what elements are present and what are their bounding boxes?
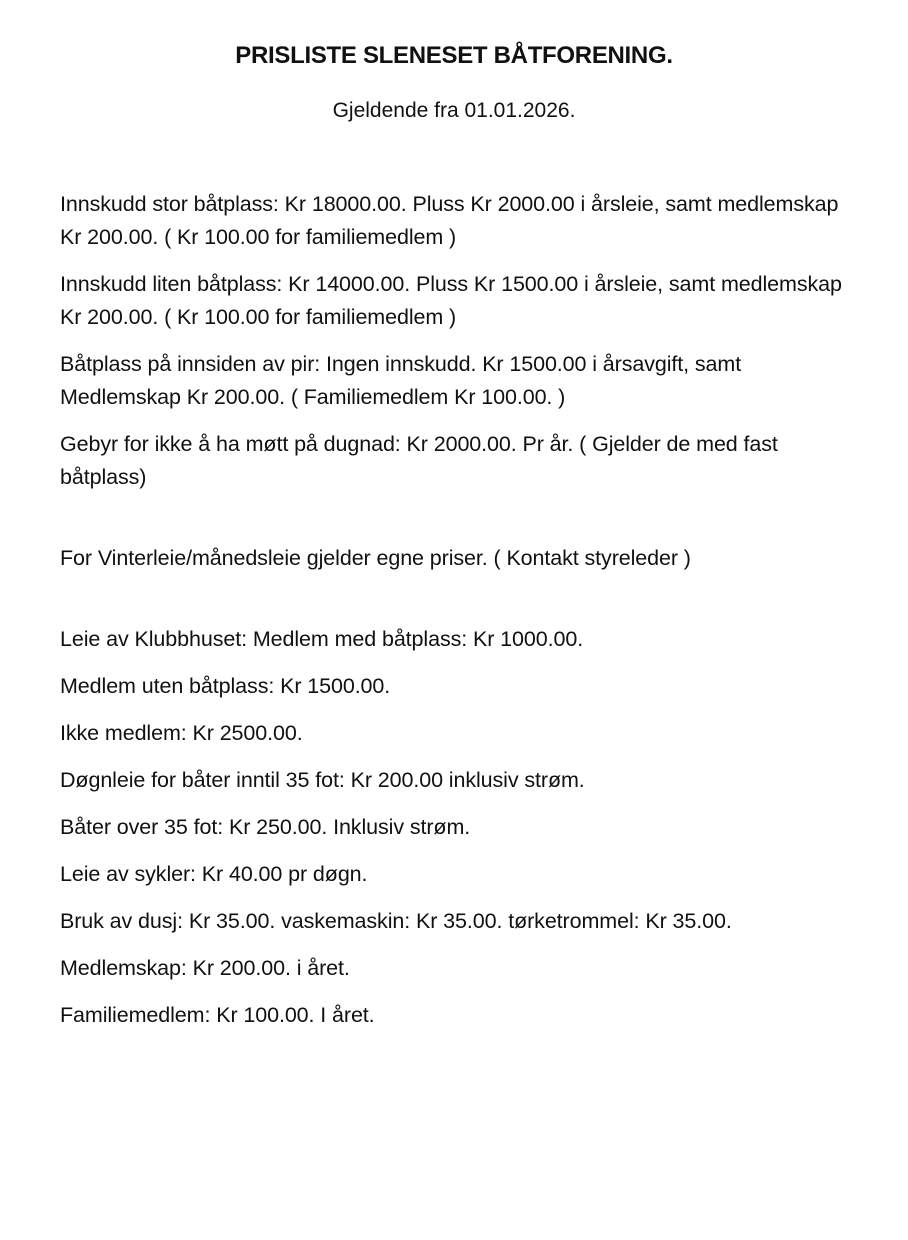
para-gebyr-dugnad: Gebyr for ikke å ha møtt på dugnad: Kr 2000.00. Pr år. ( Gjelder de med fast båtplass)	[60, 432, 784, 489]
effective-date: Gjeldende fra 01.01.2026.	[332, 99, 576, 122]
para-leie-sykler: Leie av sykler: Kr 40.00 pr døgn.	[60, 862, 368, 886]
para-vinterleie: For Vinterleie/månedsleie gjelder egne priser. ( Kontakt styreleder )	[60, 546, 691, 570]
para-familiemedlem: Familiemedlem: Kr 100.00. I året.	[60, 1003, 375, 1027]
para-dusj-vaskemaskin-torketrommel: Bruk av dusj: Kr 35.00. vaskemaskin: Kr 35.00. tørketrommel: Kr 35.00.	[60, 909, 732, 933]
para-medlemskap: Medlemskap: Kr 200.00. i året.	[60, 956, 350, 980]
para-innskudd-stor-batplass: Innskudd stor båtplass: Kr 18000.00. Pluss Kr 2000.00 i årsleie, samt medlemskap Kr 200.00. ( Kr 100.00 for familiemedlem )	[60, 192, 845, 249]
para-bater-over-35-fot: Båter over 35 fot: Kr 250.00. Inklusiv strøm.	[60, 815, 471, 839]
para-innskudd-liten-batplass: Innskudd liten båtplass: Kr 14000.00. Pluss Kr 1500.00 i årsleie, samt medlemskap Kr 200.00. ( Kr 100.00 for familiemedlem )	[60, 272, 854, 329]
para-leie-klubbhuset-medlem: Leie av Klubbhuset: Medlem med båtplass: Kr 1000.00.	[60, 627, 584, 651]
document-title: PRISLISTE SLENESET BÅTFORENING.	[235, 42, 673, 69]
para-dognleie-inntil-35-fot: Døgnleie for båter inntil 35 fot: Kr 200.00 inklusiv strøm.	[60, 768, 585, 792]
para-medlem-uten-batplass: Medlem uten båtplass: Kr 1500.00.	[60, 674, 391, 698]
para-ikke-medlem: Ikke medlem: Kr 2500.00.	[60, 721, 303, 745]
para-batplass-innsiden-pir: Båtplass på innsiden av pir: Ingen innskudd. Kr 1500.00 i årsavgift, samt Medlemskap Kr 200.00. ( Familiemedlem Kr 100.00. )	[60, 352, 747, 409]
price-list-body	[60, 188, 854, 1032]
